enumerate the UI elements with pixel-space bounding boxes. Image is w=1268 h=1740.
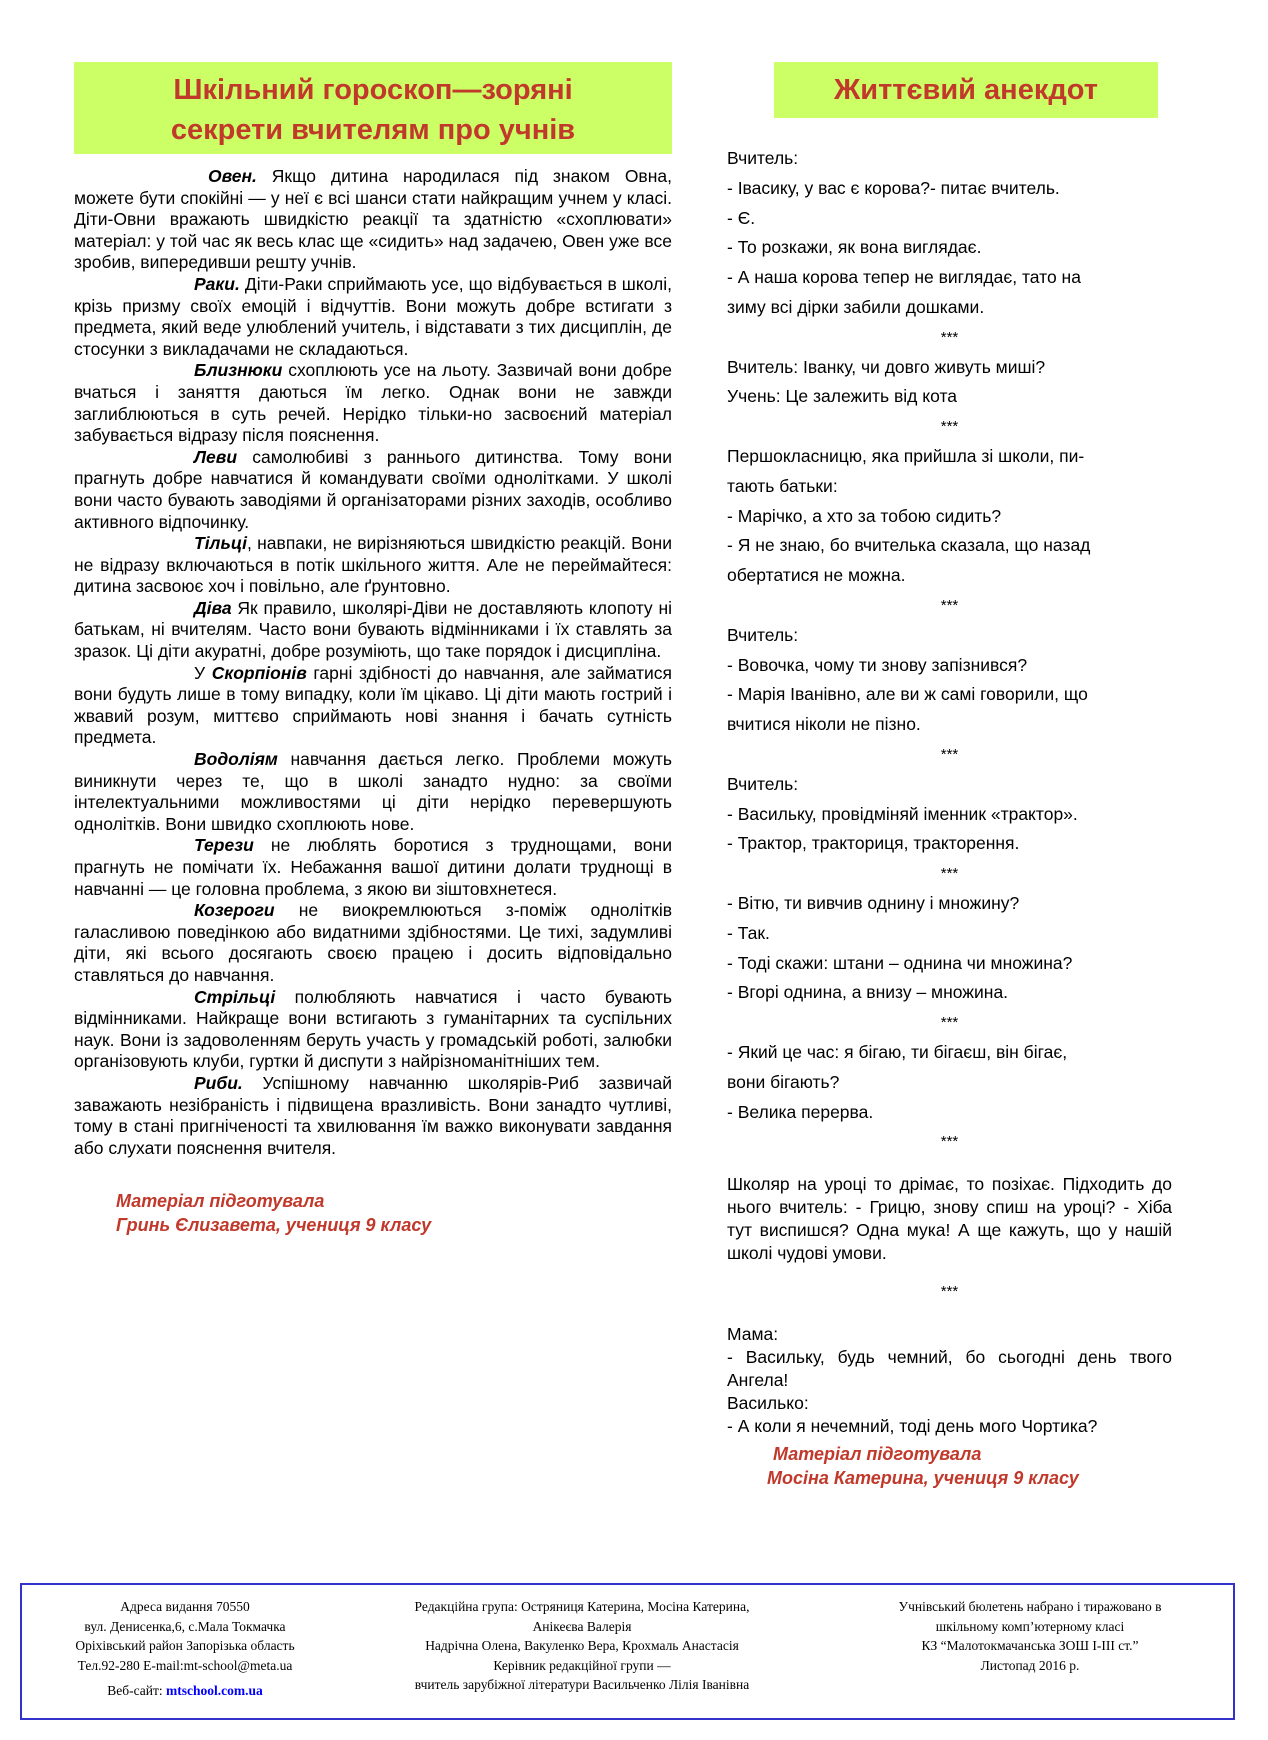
joke-line: - Вгорі однина, а внизу – множина.	[727, 982, 1009, 1003]
horoscope-title-line2: секрети вчителям про учнів	[170, 114, 576, 146]
joke-separator: ***	[940, 1133, 959, 1151]
horoscope-paragraph	[74, 900, 672, 986]
joke-line: Першокласницю, яка прийшла зі школи, пи-	[727, 445, 1085, 466]
joke-line: вчитися ніколи не пізно.	[727, 714, 921, 735]
zodiac-sign-label: Водоліям	[194, 749, 278, 770]
paragraph-prefix: У	[194, 662, 212, 683]
horoscope-paragraph	[74, 663, 672, 749]
footer-address	[40, 1597, 330, 1701]
horoscope-paragraph	[74, 360, 672, 446]
footer-editorial-line: Надрічна Олена, Вакуленко Вера, Крохмаль Анастасія	[425, 1638, 739, 1653]
horoscope-paragraph	[74, 274, 672, 360]
horoscope-paragraph	[74, 1073, 672, 1159]
zodiac-sign-label: Діва	[194, 597, 232, 618]
footer-printing	[850, 1597, 1210, 1675]
paragraph-text: не люблять боротися з труднощами, вони прагнуть не помічати їх. Небажання вашої дитини долати труднощі в навчанні — це головна проблема, з якою ви зіштовхнетеся.	[74, 835, 672, 899]
joke-line: - Який це час: я бігаю, ти бігаєш, він бігає,	[727, 1041, 1068, 1062]
horoscope-credit-line1: Матеріал підготувала	[116, 1191, 325, 1212]
joke-line: - Марічко, а хто за тобою сидить?	[727, 505, 1002, 526]
joke-separator: ***	[940, 596, 959, 614]
footer-address-line: Оріхівський район Запорізька область	[75, 1638, 295, 1653]
joke-line: - Івасику, у вас є корова?- питає вчитель.	[727, 177, 1060, 198]
paragraph-text: схоплюють усе на льоту. Зазвичай вони добре вчаться і заняття даються їм легко. Однак вони не завжди заглиблюються в суть речей. Нерідко тільки-но засвоєний матеріал забувається відразу після пояснення.	[74, 360, 672, 446]
zodiac-sign-label: Терези	[194, 835, 254, 856]
joke-line: Учень: Це залежить від кота	[727, 386, 958, 407]
horoscope-paragraph	[74, 987, 672, 1073]
zodiac-sign-label: Тільці	[194, 533, 247, 554]
footer-printing-line: Листопад 2016 р.	[980, 1657, 1080, 1673]
joke-line: - Васильку, будь чемний, бо сьогодні день твого Ангела!	[727, 1346, 1172, 1390]
paragraph-text: полюбляють навчатися і часто бувають відмінниками. Найкраще вони встигають з гуманітарних та суспільних наук. Вони із задоволенням беруть участь у громадській роботі, залюбки організовують клуби, гуртки й диспути з найрізноманітніших тем.	[74, 986, 672, 1072]
joke-line: - Васильку, провідміняй іменник «трактор».	[727, 803, 1078, 824]
anecdotes-credit-line1: Матеріал підготувала	[773, 1443, 982, 1464]
footer-editorial-line: Редакційна група: Остряниця Катерина, Мосіна Катерина,	[414, 1599, 750, 1614]
website-link[interactable]: mtschool.com.ua	[166, 1683, 263, 1698]
horoscope-column	[74, 62, 672, 1237]
joke-line: тають батьки:	[727, 475, 838, 496]
zodiac-sign-label: Стрільці	[194, 986, 276, 1007]
joke-line: - А коли я нечемний, тоді день мого Чортика?	[727, 1415, 1098, 1436]
zodiac-sign-label: Скорпіонів	[211, 662, 307, 683]
joke-line: - То розкажи, як вона виглядає.	[727, 237, 982, 258]
footer-box	[20, 1583, 1235, 1720]
paragraph-text: Якщо дитина народилася під знаком Овна, можете бути спокійні — у неї є всі шанси стати найкращим учнем у класі. Діти-Овни вражають швидкістю реакції та здатністю «схоплювати» матеріал: у той час як весь клас ще «сидить» над задачею, Овен уже все зробив, випередивши решту учнів.	[74, 166, 672, 273]
horoscope-paragraph	[74, 166, 672, 274]
horoscope-title-line1: Шкільний гороскоп—зоряні	[173, 74, 573, 106]
joke-separator: ***	[940, 1014, 959, 1032]
zodiac-sign-label: Леви	[194, 446, 238, 467]
joke-line: Вчитель:	[727, 148, 799, 168]
joke-separator: ***	[940, 328, 959, 346]
joke-line: Вчитель:	[727, 624, 799, 645]
horoscope-title-banner	[74, 62, 672, 154]
zodiac-sign-label: Риби.	[194, 1072, 243, 1093]
footer-printing-line: Учнівський бюлетень набрано і тиражовано в	[898, 1599, 1162, 1614]
joke-line: зиму всі дірки забили дошками.	[727, 296, 985, 317]
footer-printing-line: КЗ “Малотокмачанська ЗОШ І-ІІІ ст.”	[921, 1638, 1139, 1653]
joke-separator: ***	[940, 418, 959, 436]
footer-editorial-line: Керівник редакційної групи —	[493, 1657, 671, 1673]
anecdotes-title-banner: Життєвий анекдот	[774, 62, 1158, 118]
paragraph-text: Успішному навчанню школярів-Риб зазвичай заважають незібраність і підвищена вразливість. Вони занадто чутливі, тому в стані пригніченості та хвилювання їм важко виконувати завдання або слухати пояснення вчителя.	[74, 1072, 672, 1158]
zodiac-sign-label: Близнюки	[194, 360, 283, 381]
paragraph-text: самолюбиві з раннього дитинства. Тому вони прагнуть добре навчатися й командувати своїми однолітками. У школі вони часто бувають заводіями й організаторами різних заходів, особливо активного відпочинку.	[74, 446, 672, 532]
joke-line: - Так.	[727, 922, 770, 943]
horoscope-paragraph	[74, 533, 672, 598]
footer-address-line: Тел.92-280 E-mail:mt-school@meta.ua	[77, 1657, 293, 1673]
zodiac-sign-label: Овен.	[208, 166, 257, 186]
anecdotes-credit	[767, 1442, 1172, 1490]
footer-editorial	[362, 1597, 802, 1695]
paragraph-text: Діти-Раки сприймають усе, що відбувається в школі, крізь призму своїх емоцій і відчуттів. Вони можуть добре встигати з предмета, який веде улюблений учитель, і відставати з тих дисциплін, де стосунки з викладачами не складаються.	[74, 273, 672, 359]
footer-address-line: вул. Денисенка,6, с.Мала Токмачка	[84, 1618, 286, 1634]
joke-separator: ***	[940, 865, 959, 883]
joke-line: вони бігають?	[727, 1071, 840, 1092]
zodiac-sign-label: Козероги	[194, 900, 275, 921]
footer-address-line: Адреса видання 70550	[120, 1599, 250, 1614]
zodiac-sign-label: Раки.	[194, 273, 240, 294]
anecdotes-body	[727, 144, 1172, 1490]
website-label: Веб-сайт:	[107, 1683, 166, 1698]
joke-line: Вчитель: Іванку, чи довго живуть миші?	[727, 356, 1046, 377]
horoscope-body	[74, 166, 672, 1159]
joke-line: - Я не знаю, бо вчителька сказала, що назад	[727, 535, 1091, 556]
anecdotes-credit-line2: Мосіна Катерина, учениця 9 класу	[767, 1467, 1079, 1488]
horoscope-paragraph	[74, 447, 672, 533]
footer-editorial-line: вчитель зарубіжної літератури Васильченко Лілія Іванівна	[414, 1677, 750, 1692]
paragraph-text: , навпаки, не вирізняються швидкістю реакцій. Вони не відразу включаються в потік шкільного життя. Але не переймайтеся: дитина засвоює хоч і повільно, але ґрунтовно.	[74, 533, 672, 597]
footer-editorial-line: Анікеєва Валерія	[532, 1618, 632, 1634]
horoscope-paragraph	[74, 749, 672, 835]
joke-line: - Трактор, тракториця, тракторення.	[727, 833, 1020, 854]
horoscope-paragraph	[74, 598, 672, 663]
paragraph-text: гарні здібності до навчання, але займатися вони будуть лише в тому випадку, коли їм цікаво. Ці діти мають гострий і жвавий розум, миттєво сприймають нові знання і бачать сутність предмета.	[74, 662, 672, 748]
horoscope-credit	[116, 1189, 672, 1237]
joke-line: - Вітю, ти вивчив однину і множину?	[727, 892, 1020, 913]
joke-separator: ***	[940, 1283, 959, 1301]
joke-line: - А наша корова тепер не виглядає, тато на	[727, 267, 1081, 288]
joke-line: - Велика перерва.	[727, 1101, 874, 1122]
joke-line: Мама:	[727, 1323, 779, 1344]
joke-line: - Вовочка, чому ти знову запізнився?	[727, 654, 1028, 675]
joke-separator: ***	[940, 745, 959, 763]
paragraph-text: Як правило, школярі-Діви не доставляють клопоту ні батькам, ні вчителям. Часто вони бувають відмінниками і їх ставлять за зразок. Ці діти акуратні, добре розуміють, що таке порядок і дисципліна.	[74, 597, 672, 662]
footer-website	[40, 1681, 330, 1701]
joke-paragraph: Школяр на уроці то дрімає, то позіхає. Підходить до нього вчитель: - Грицю, знову спиш на уроці? - Хіба тут виспишся? Одна мука! А ще кажуть, що у нашій школі чудові умови.	[727, 1174, 1172, 1264]
paragraph-text: навчання дається легко. Проблеми можуть виникнути через те, що в школі занадто нудно: за своїми інтелектуальними можливостями ці діти нерідко перевершують однолітків. Вони швидко схоплюють нове.	[74, 749, 672, 834]
joke-line: Вчитель:	[727, 773, 799, 794]
horoscope-credit-line2: Гринь Єлизавета, учениця 9 класу	[116, 1215, 432, 1236]
paragraph-text: не виокремлюються з-поміж однолітків галасливою поведінкою або видатними здібностями. Це тихі, задумливі діти, які всього досягають своєю працею і досить відповідально ставляться до навчання.	[74, 900, 672, 985]
joke-line: - Марія Іванівно, але ви ж самі говорили, що	[727, 684, 1088, 705]
joke-line: обертатися не можна.	[727, 565, 906, 586]
joke-line: Василько:	[727, 1392, 809, 1413]
joke-line: - Є.	[727, 207, 756, 228]
joke-line: - Тоді скажи: штани – однина чи множина?	[727, 952, 1073, 973]
horoscope-paragraph	[74, 835, 672, 900]
footer-printing-line: шкільному комп’ютерному класі	[935, 1618, 1125, 1634]
